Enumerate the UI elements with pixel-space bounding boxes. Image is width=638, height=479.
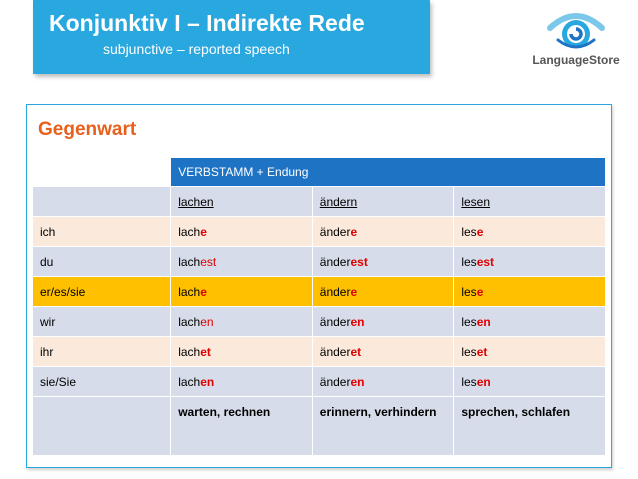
verb-stem: lach (178, 314, 201, 329)
form-cell (312, 247, 454, 277)
verb-stem: lach (178, 374, 201, 389)
verb-ending: et (200, 344, 211, 359)
example-verbs: sprechen, schlafen (454, 397, 606, 456)
title-banner (33, 0, 430, 74)
pronoun-cell: du (33, 247, 171, 277)
verb-stem: lach (178, 224, 201, 239)
form-cell (454, 337, 606, 367)
table-row (33, 307, 606, 337)
form-cell (312, 277, 454, 307)
form-cell (312, 217, 454, 247)
verb-ending: est (350, 254, 368, 269)
verb-stem: änder (319, 344, 351, 359)
table-header-row (33, 158, 606, 187)
form-cell (454, 307, 606, 337)
verb-stem: les (461, 374, 477, 389)
pronoun-cell: ihr (33, 337, 171, 367)
examples-empty-cell (33, 397, 171, 456)
verb-ending: en (476, 314, 491, 329)
page-title: Konjunktiv I – Indirekte Rede (49, 10, 365, 36)
form-cell (171, 217, 313, 247)
section-title: Gegenwart (38, 119, 137, 140)
verb-stem: änder (319, 224, 351, 239)
verb-ending: est (200, 254, 217, 269)
form-cell (171, 367, 313, 397)
example-verbs: erinnern, verhindern (312, 397, 454, 456)
table-row (33, 247, 606, 277)
verb-ending: e (476, 284, 484, 299)
form-cell (454, 247, 606, 277)
verb-ending: e (200, 224, 207, 239)
verb-stem: änder (319, 284, 351, 299)
verb-ending: e (350, 224, 358, 239)
form-cell (171, 307, 313, 337)
verb-lesen: lesen (454, 187, 606, 217)
form-cell (171, 337, 313, 367)
verb-stem: lach (178, 284, 201, 299)
verb-stem: les (461, 254, 477, 269)
form-cell (312, 307, 454, 337)
verb-lachen: lachen (171, 187, 313, 217)
examples-row (33, 397, 606, 456)
form-cell (171, 247, 313, 277)
table-row (33, 217, 606, 247)
verb-ending: en (476, 374, 491, 389)
verb-stem: änder (319, 254, 351, 269)
verb-stem: les (461, 284, 477, 299)
verb-ending: et (350, 344, 362, 359)
form-cell (454, 217, 606, 247)
example-verbs: warten, rechnen (171, 397, 313, 456)
verb-ending: en (200, 374, 215, 389)
verb-ending: e (200, 284, 207, 299)
verb-ending: en (350, 314, 365, 329)
form-cell (312, 367, 454, 397)
verb-stem: les (461, 224, 477, 239)
pronoun-cell: sie/Sie (33, 367, 171, 397)
header-label: VERBSTAMM + Endung (171, 158, 606, 187)
verb-stem: lach (178, 254, 201, 269)
form-cell (171, 277, 313, 307)
verb-row-empty-cell (33, 187, 171, 217)
verb-stem: les (461, 344, 477, 359)
brand-name: LanguageStore (532, 53, 620, 67)
page-subtitle: subjunctive – reported speech (103, 41, 290, 57)
pronoun-cell: wir (33, 307, 171, 337)
verb-ending: et (476, 344, 488, 359)
verb-row (33, 187, 606, 217)
table-row (33, 337, 606, 367)
pronoun-cell: er/es/sie (33, 277, 171, 307)
table-row (33, 367, 606, 397)
conjugation-table (32, 157, 606, 456)
table-row-highlighted (33, 277, 606, 307)
verb-stem: lach (178, 344, 201, 359)
eye-swirl-icon (528, 10, 624, 52)
verb-stem: änder (319, 374, 351, 389)
verb-ending: en (350, 374, 365, 389)
verb-ending: est (476, 254, 495, 269)
verb-aendern: ändern (312, 187, 454, 217)
verb-ending: e (476, 224, 484, 239)
verb-stem: les (461, 314, 477, 329)
verb-ending: e (350, 284, 358, 299)
brand-logo (528, 10, 624, 72)
form-cell (454, 367, 606, 397)
header-empty-cell (33, 158, 171, 187)
form-cell (312, 337, 454, 367)
verb-stem: änder (319, 314, 351, 329)
verb-ending: en (200, 314, 214, 329)
form-cell (454, 277, 606, 307)
pronoun-cell: ich (33, 217, 171, 247)
